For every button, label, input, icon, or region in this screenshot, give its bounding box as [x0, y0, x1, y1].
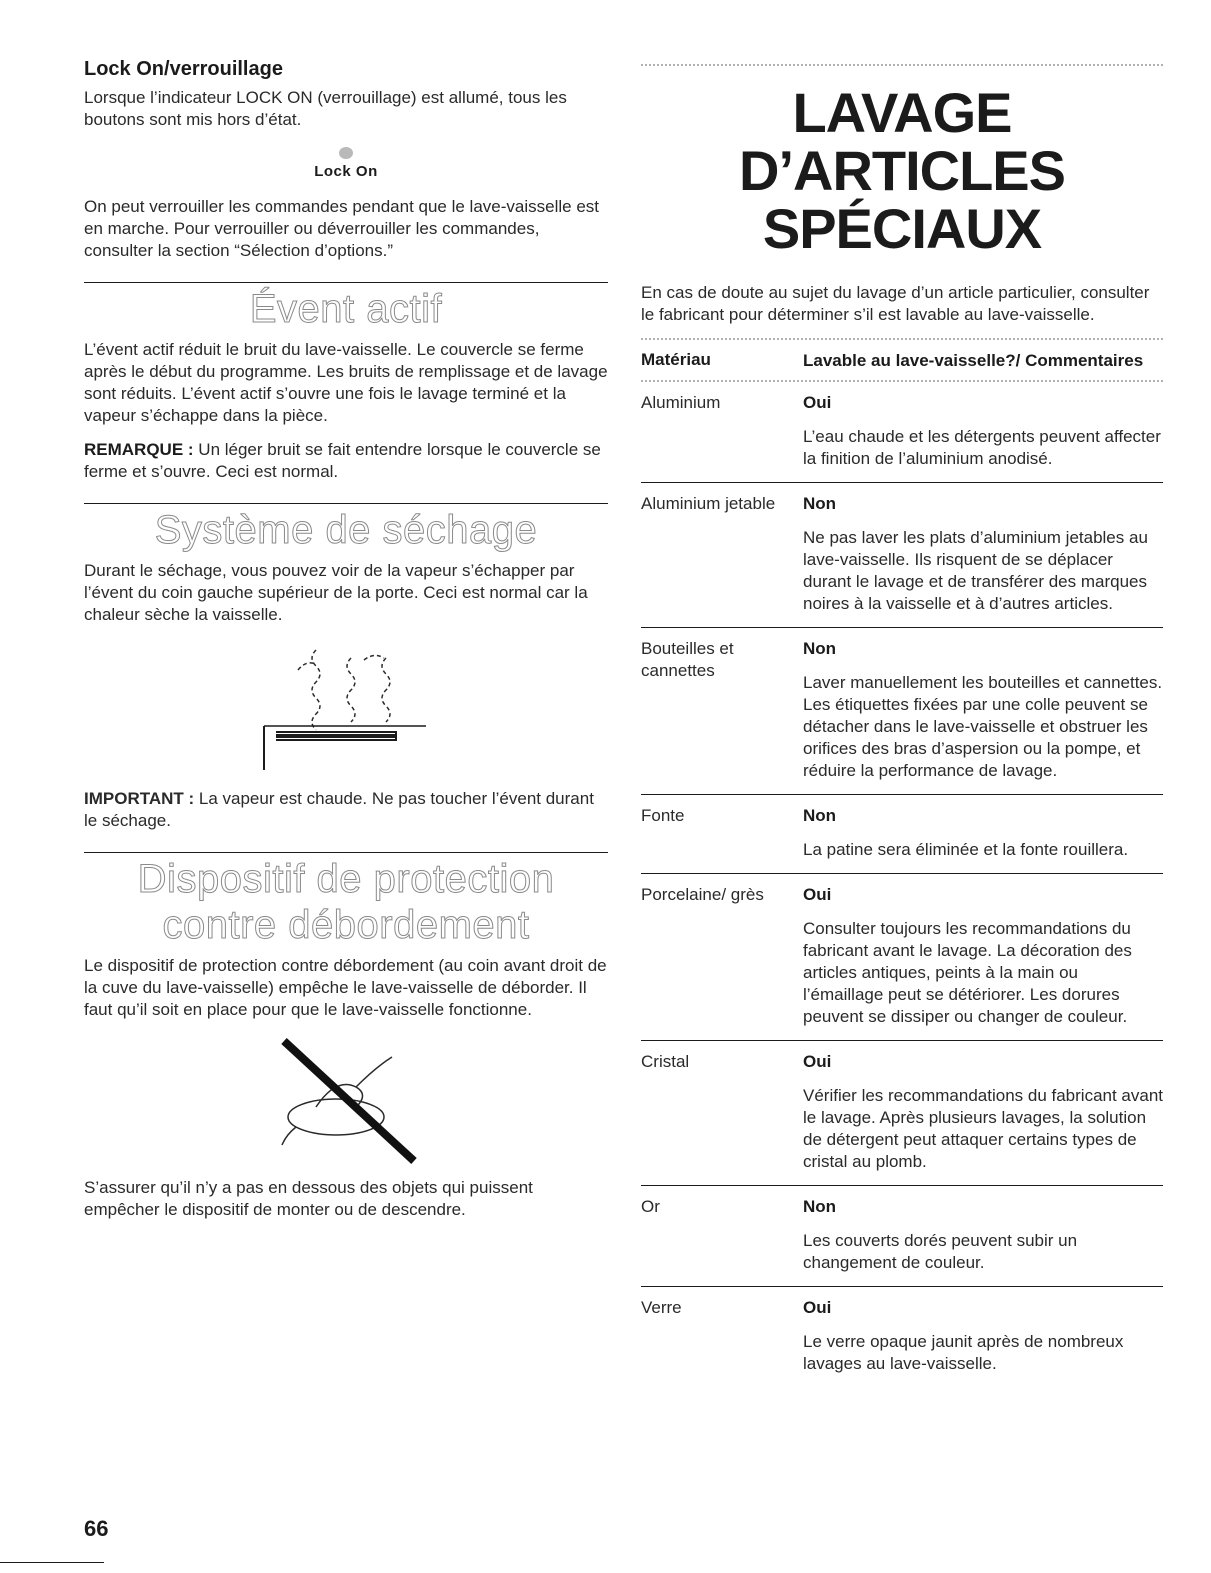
right-column — [641, 58, 1163, 1387]
drying-para-1: Durant le séchage, vous pouvez voir de la vapeur s’échapper par l’évent du coin gauche supérieur de la porte. Ceci est normal car la chaleur sèche la vaisselle. — [84, 561, 588, 624]
table-row — [641, 382, 1163, 482]
comment-cell — [803, 1051, 1163, 1173]
table-row — [641, 482, 1163, 627]
comment-text: Laver manuellement les bouteilles et cannettes. Les étiquettes fixées par une colle peuvent se détacher dans le lave-vaisselle et obstruer les orifices des bras d’aspersion ou la pompe, et réduire la performance de lavage. — [803, 673, 1163, 780]
lock-indicator — [84, 147, 608, 180]
page-title-line-1: LAVAGE D’ARTICLES — [739, 81, 1065, 202]
comment-text: La patine sera éliminée et la fonte rouillera. — [803, 840, 1129, 859]
section-divider — [84, 852, 608, 853]
note-text: Un léger bruit se fait entendre lorsque le couvercle se ferme et s’ouvre. Ceci est normal. — [84, 440, 601, 481]
material-cell: Cristal — [641, 1052, 690, 1071]
material-cell: Aluminium — [641, 393, 721, 412]
important-label: IMPORTANT : — [84, 789, 195, 808]
material-cell: Or — [641, 1197, 660, 1216]
overflow-para-1: Le dispositif de protection contre débordement (au coin avant droit de la cuve du lave-vaisselle) empêche le lave-vaisselle de déborder. Il faut qu’il soit en place pour que le lave-vaisselle fonctionne. — [84, 956, 607, 1019]
overflow-float-icon — [256, 1037, 436, 1167]
comment-cell — [803, 392, 1163, 470]
verdict-label: Oui — [803, 393, 832, 412]
table-row — [641, 1185, 1163, 1286]
comment-text: Les couverts dorés peuvent subir un changement de couleur. — [803, 1231, 1078, 1272]
comment-cell — [803, 805, 1163, 861]
page-title-line-2: SPÉCIAUX — [762, 197, 1042, 260]
comment-text: Le verre opaque jaunit après de nombreux lavages au lave-vaisselle. — [803, 1332, 1124, 1373]
comment-cell — [803, 638, 1163, 782]
comment-cell — [803, 493, 1163, 615]
event-note — [84, 439, 608, 483]
event-title: Évent actif — [249, 287, 443, 331]
section-divider — [84, 503, 608, 504]
lock-para-1: Lorsque l’indicateur LOCK ON (verrouillage) est allumé, tous les boutons sont mis hors d’état. — [84, 88, 567, 129]
page-number: 66 — [84, 1516, 109, 1541]
overflow-title-line-2: contre débordement — [162, 903, 530, 947]
left-column — [84, 58, 608, 1221]
verdict-label: Non — [803, 1197, 837, 1216]
comment-text: Consulter toujours les recommandations du fabricant avant le lavage. La décoration des articles antiques, peints à la main ou l’émaillage peut se détériorer. Les dorures peuvent se dissiper ou changer de couleur. — [803, 919, 1132, 1026]
lock-indicator-label: Lock On — [314, 163, 378, 180]
material-cell: Fonte — [641, 806, 685, 825]
drying-title: Système de séchage — [154, 508, 538, 552]
event-para-1: L’évent actif réduit le bruit du lave-vaisselle. Le couvercle se ferme après le début du programme. Les bruits de remplissage et de lavage sont réduits. L’évent actif s’ouvre une fois le lavage terminé et la vapeur s’échappe dans la pièce. — [84, 340, 608, 425]
table-row — [641, 1040, 1163, 1185]
comment-text: Ne pas laver les plats d’aluminium jetables au lave-vaisselle. Ils risquent de se déplacer durant le lavage et de transférer des marques noires à la vaisselle et à d’autres articles. — [803, 528, 1148, 613]
section-divider — [84, 282, 608, 283]
comment-cell — [803, 884, 1163, 1028]
material-cell: Verre — [641, 1298, 682, 1317]
materials-table — [641, 338, 1163, 1387]
material-cell: Bouteilles et cannettes — [641, 639, 734, 680]
comment-cell — [803, 1196, 1163, 1274]
comment-cell — [803, 1297, 1163, 1375]
lock-para-2: On peut verrouiller les commandes pendant que le lave-vaisselle est en marche. Pour verrouiller ou déverrouiller les commandes, consulter la section “Sélection d’options.” — [84, 197, 599, 260]
table-row — [641, 1286, 1163, 1387]
verdict-label: Non — [803, 494, 837, 513]
comment-text: L’eau chaude et les détergents peuvent affecter la finition de l’aluminium anodisé. — [803, 427, 1161, 468]
table-header — [641, 338, 1163, 382]
important-text: La vapeur est chaude. Ne pas toucher l’évent durant le séchage. — [84, 789, 594, 830]
note-label: REMARQUE : — [84, 440, 194, 459]
top-dotted-rule — [641, 64, 1163, 66]
page-title — [641, 81, 1163, 260]
verdict-label: Oui — [803, 1298, 832, 1317]
table-body — [641, 382, 1163, 1387]
table-row — [641, 627, 1163, 794]
indicator-light-icon — [339, 147, 353, 159]
verdict-label: Oui — [803, 885, 832, 904]
col-header-material: Matériau — [641, 350, 711, 369]
table-row — [641, 794, 1163, 873]
footer-rule — [0, 1562, 104, 1563]
material-cell: Porcelaine/ grès — [641, 885, 764, 904]
col-header-comments: Lavable au lave-vaisselle?/ Commentaires — [803, 351, 1144, 370]
verdict-label: Non — [803, 639, 837, 658]
verdict-label: Non — [803, 806, 837, 825]
intro-paragraph: En cas de doute au sujet du lavage d’un article particulier, consulter le fabricant pour déterminer s’il est lavable au lave-vaisselle. — [641, 283, 1150, 324]
drying-important — [84, 788, 608, 832]
overflow-title-line-1: Dispositif de protection — [137, 857, 555, 901]
table-row — [641, 873, 1163, 1040]
lock-heading: Lock On/verrouillage — [84, 58, 283, 80]
steam-vent-icon — [246, 640, 446, 780]
overflow-para-2: S’assurer qu’il n’y a pas en dessous des objets qui puissent empêcher le dispositif de monter ou de descendre. — [84, 1178, 533, 1219]
verdict-label: Oui — [803, 1052, 832, 1071]
material-cell: Aluminium jetable — [641, 494, 776, 513]
comment-text: Vérifier les recommandations du fabricant avant le lavage. Après plusieurs lavages, la solution de détergent peut attaquer certains types de cristal au plomb. — [803, 1086, 1164, 1171]
